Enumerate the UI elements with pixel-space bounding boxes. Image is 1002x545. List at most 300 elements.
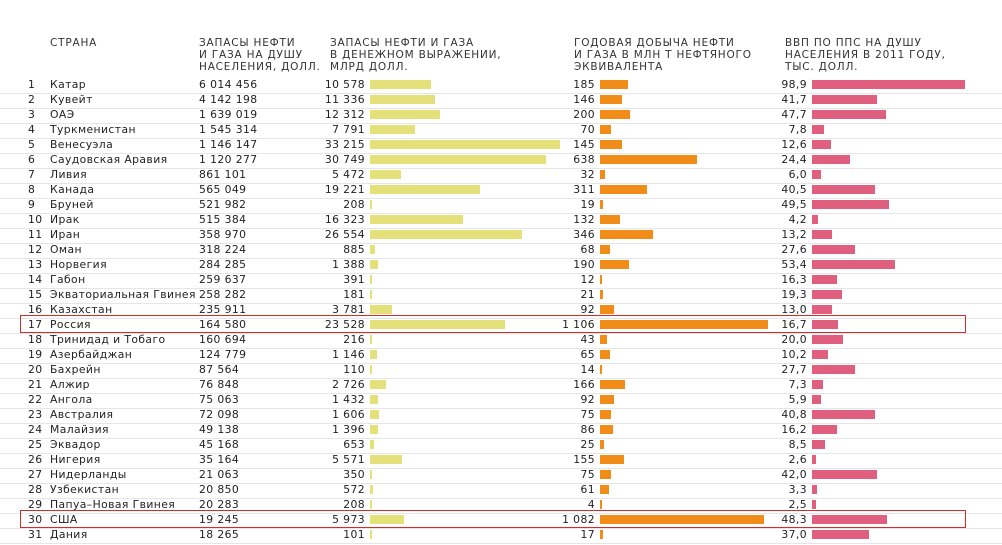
- row-reserves-per-capita: 235 911: [199, 303, 247, 316]
- reserves-bar: [370, 425, 378, 434]
- row-reserves-value: 885: [343, 243, 365, 256]
- row-reserves-value: 5 973: [332, 513, 365, 526]
- row-production-value: 638: [573, 153, 595, 166]
- table-row: [0, 228, 1002, 244]
- production-bar: [600, 500, 602, 509]
- row-reserves-per-capita: 521 982: [199, 198, 247, 211]
- production-bar: [600, 320, 768, 329]
- row-gdp-value: 19,3: [781, 288, 807, 301]
- row-production-value: 86: [580, 423, 595, 436]
- row-gdp-value: 16,2: [781, 423, 807, 436]
- reserves-bar: [370, 170, 401, 179]
- row-reserves-per-capita: 1 120 277: [199, 153, 258, 166]
- row-rank: 26: [28, 453, 43, 466]
- row-gdp-value: 40,8: [781, 408, 807, 421]
- row-rank: 3: [28, 108, 36, 121]
- row-reserves-value: 5 472: [332, 168, 365, 181]
- row-gdp-value: 7,8: [788, 123, 807, 136]
- row-country: Бруней: [50, 198, 94, 211]
- row-gdp-value: 2,6: [788, 453, 807, 466]
- row-rank: 6: [28, 153, 36, 166]
- table-row: [0, 288, 1002, 304]
- row-production-value: 14: [580, 363, 595, 376]
- table-row: [0, 333, 1002, 349]
- row-country: Кувейт: [50, 93, 93, 106]
- row-reserves-value: 110: [343, 363, 365, 376]
- row-rank: 12: [28, 243, 43, 256]
- reserves-bar: [370, 125, 415, 134]
- row-gdp-value: 8,5: [788, 438, 807, 451]
- row-gdp-value: 6,0: [788, 168, 807, 181]
- row-reserves-per-capita: 6 014 456: [199, 78, 258, 91]
- row-country: Венесуэла: [50, 138, 114, 151]
- gdp-bar: [812, 215, 818, 224]
- gdp-bar: [812, 500, 816, 509]
- row-reserves-per-capita: 4 142 198: [199, 93, 258, 106]
- row-reserves-value: 26 554: [324, 228, 365, 241]
- row-production-value: 132: [573, 213, 595, 226]
- reserves-bar: [370, 530, 372, 539]
- row-reserves-value: 7 791: [332, 123, 365, 136]
- row-gdp-value: 4,2: [788, 213, 807, 226]
- row-gdp-value: 37,0: [781, 528, 807, 541]
- row-production-value: 19: [580, 198, 595, 211]
- row-rank: 27: [28, 468, 43, 481]
- row-production-value: 200: [573, 108, 595, 121]
- row-gdp-value: 13,2: [781, 228, 807, 241]
- row-reserves-value: 1 396: [332, 423, 365, 436]
- row-country: ОАЭ: [50, 108, 75, 121]
- production-bar: [600, 365, 602, 374]
- row-production-value: 346: [573, 228, 595, 241]
- row-production-value: 70: [580, 123, 595, 136]
- production-bar: [600, 350, 610, 359]
- row-production-value: 92: [580, 393, 595, 406]
- row-reserves-per-capita: 45 168: [199, 438, 240, 451]
- gdp-bar: [812, 185, 875, 194]
- table-row: [0, 468, 1002, 484]
- row-gdp-value: 24,4: [781, 153, 807, 166]
- production-bar: [600, 275, 602, 284]
- row-rank: 19: [28, 348, 43, 361]
- row-gdp-value: 49,5: [781, 198, 807, 211]
- row-reserves-value: 391: [343, 273, 365, 286]
- row-reserves-per-capita: 124 779: [199, 348, 247, 361]
- row-country: Тринидад и Тобаго: [50, 333, 166, 346]
- row-country: Канада: [50, 183, 95, 196]
- row-production-value: 146: [573, 93, 595, 106]
- row-reserves-per-capita: 19 245: [199, 513, 240, 526]
- row-country: Алжир: [50, 378, 90, 391]
- row-rank: 22: [28, 393, 43, 406]
- row-production-value: 61: [580, 483, 595, 496]
- row-country: Азербайджан: [50, 348, 133, 361]
- gdp-bar: [812, 275, 837, 284]
- table-row: [0, 318, 1002, 334]
- table-row: [0, 528, 1002, 544]
- reserves-bar: [370, 260, 378, 269]
- row-production-value: 25: [580, 438, 595, 451]
- production-bar: [600, 260, 629, 269]
- row-rank: 4: [28, 123, 36, 136]
- production-bar: [600, 470, 611, 479]
- gdp-bar: [812, 110, 886, 119]
- gdp-bar: [812, 305, 832, 314]
- row-reserves-per-capita: 318 224: [199, 243, 247, 256]
- row-reserves-value: 1 606: [332, 408, 365, 421]
- row-production-value: 185: [573, 78, 595, 91]
- row-reserves-per-capita: 284 285: [199, 258, 247, 271]
- production-bar: [600, 200, 603, 209]
- table-row: [0, 123, 1002, 139]
- row-reserves-per-capita: 49 138: [199, 423, 240, 436]
- production-bar: [600, 80, 628, 89]
- row-gdp-value: 13,0: [781, 303, 807, 316]
- row-production-value: 75: [580, 408, 595, 421]
- table-row: [0, 393, 1002, 409]
- production-bar: [600, 455, 624, 464]
- row-reserves-value: 12 312: [324, 108, 365, 121]
- row-reserves-per-capita: 861 101: [199, 168, 247, 181]
- row-gdp-value: 47,7: [781, 108, 807, 121]
- row-gdp-value: 27,6: [781, 243, 807, 256]
- row-rank: 17: [28, 318, 43, 331]
- production-bar: [600, 305, 614, 314]
- header-production: ГОДОВАЯ ДОБЫЧА НЕФТИ И ГАЗА В МЛН Т НЕФТЯНОГО ЭКВИВАЛЕНТА: [574, 37, 752, 73]
- production-bar: [600, 245, 610, 254]
- production-bar: [600, 335, 607, 344]
- row-production-value: 155: [573, 453, 595, 466]
- production-bar: [600, 155, 697, 164]
- row-reserves-value: 216: [343, 333, 365, 346]
- reserves-bar: [370, 350, 377, 359]
- row-reserves-per-capita: 20 850: [199, 483, 240, 496]
- gdp-bar: [812, 155, 850, 164]
- reserves-bar: [370, 470, 372, 479]
- production-bar: [600, 440, 604, 449]
- gdp-bar: [812, 530, 869, 539]
- table-row: [0, 453, 1002, 469]
- row-rank: 30: [28, 513, 43, 526]
- reserves-bar: [370, 320, 505, 329]
- gdp-bar: [812, 365, 855, 374]
- row-rank: 21: [28, 378, 43, 391]
- table-row: [0, 378, 1002, 394]
- reserves-bar: [370, 200, 372, 209]
- table-body: [0, 78, 1002, 545]
- header-reserves-per-capita: ЗАПАСЫ НЕФТИ И ГАЗА НА ДУШУ НАСЕЛЕНИЯ, ДОЛЛ.: [199, 37, 321, 73]
- row-country: Дания: [50, 528, 88, 541]
- row-gdp-value: 7,3: [788, 378, 807, 391]
- gdp-bar: [812, 95, 877, 104]
- row-rank: 24: [28, 423, 43, 436]
- row-country: Катар: [50, 78, 87, 91]
- row-reserves-per-capita: 565 049: [199, 183, 247, 196]
- reserves-bar: [370, 185, 480, 194]
- row-reserves-per-capita: 258 282: [199, 288, 247, 301]
- row-rank: 5: [28, 138, 36, 151]
- row-country: Ангола: [50, 393, 93, 406]
- production-bar: [600, 410, 611, 419]
- row-rank: 28: [28, 483, 43, 496]
- production-bar: [600, 110, 630, 119]
- row-reserves-per-capita: 515 384: [199, 213, 247, 226]
- production-bar: [600, 140, 622, 149]
- row-reserves-value: 10 578: [324, 78, 365, 91]
- row-country: Туркменистан: [50, 123, 136, 136]
- row-reserves-per-capita: 76 848: [199, 378, 240, 391]
- row-production-value: 166: [573, 378, 595, 391]
- row-gdp-value: 40,5: [781, 183, 807, 196]
- production-bar: [600, 95, 622, 104]
- reserves-bar: [370, 410, 379, 419]
- row-rank: 31: [28, 528, 43, 541]
- reserves-bar: [370, 500, 372, 509]
- header-reserves-value: ЗАПАСЫ НЕФТИ И ГАЗА В ДЕНЕЖНОМ ВЫРАЖЕНИИ, МЛРД ДОЛЛ.: [330, 37, 502, 73]
- gdp-bar: [812, 470, 877, 479]
- row-production-value: 65: [580, 348, 595, 361]
- gdp-bar: [812, 245, 855, 254]
- row-reserves-value: 11 336: [324, 93, 365, 106]
- row-reserves-per-capita: 160 694: [199, 333, 247, 346]
- row-rank: 25: [28, 438, 43, 451]
- row-gdp-value: 20,0: [781, 333, 807, 346]
- table-row: [0, 138, 1002, 154]
- row-reserves-value: 1 432: [332, 393, 365, 406]
- reserves-bar: [370, 215, 463, 224]
- row-reserves-value: 2 726: [332, 378, 365, 391]
- reserves-bar: [370, 305, 392, 314]
- table-row: [0, 303, 1002, 319]
- row-reserves-per-capita: 18 265: [199, 528, 240, 541]
- row-country: Папуа–Новая Гвинея: [50, 498, 176, 511]
- gdp-bar: [812, 260, 895, 269]
- row-production-value: 92: [580, 303, 595, 316]
- table-row: [0, 183, 1002, 199]
- row-country: Узбекистан: [50, 483, 120, 496]
- row-gdp-value: 27,7: [781, 363, 807, 376]
- gdp-bar: [812, 335, 843, 344]
- row-reserves-per-capita: 1 639 019: [199, 108, 258, 121]
- row-country: Казахстан: [50, 303, 113, 316]
- row-rank: 13: [28, 258, 43, 271]
- reserves-bar: [370, 485, 373, 494]
- reserves-bar: [370, 440, 374, 449]
- row-country: Иран: [50, 228, 81, 241]
- table-row: [0, 483, 1002, 499]
- reserves-bar: [370, 335, 372, 344]
- row-rank: 10: [28, 213, 43, 226]
- gdp-bar: [812, 140, 831, 149]
- row-country: Габон: [50, 273, 86, 286]
- row-gdp-value: 98,9: [781, 78, 807, 91]
- table-row: [0, 273, 1002, 289]
- row-production-value: 12: [580, 273, 595, 286]
- row-reserves-value: 653: [343, 438, 365, 451]
- table-row: [0, 243, 1002, 259]
- row-rank: 18: [28, 333, 43, 346]
- table-row: [0, 213, 1002, 229]
- row-reserves-per-capita: 1 545 314: [199, 123, 258, 136]
- row-reserves-per-capita: 164 580: [199, 318, 247, 331]
- row-production-value: 68: [580, 243, 595, 256]
- production-bar: [600, 425, 613, 434]
- row-country: Россия: [50, 318, 91, 331]
- row-reserves-value: 181: [343, 288, 365, 301]
- row-gdp-value: 3,3: [788, 483, 807, 496]
- reserves-bar: [370, 455, 402, 464]
- row-reserves-per-capita: 75 063: [199, 393, 240, 406]
- row-rank: 8: [28, 183, 36, 196]
- row-rank: 15: [28, 288, 43, 301]
- row-rank: 23: [28, 408, 43, 421]
- row-country: Эквадор: [50, 438, 101, 451]
- row-reserves-value: 101: [343, 528, 365, 541]
- table-row: [0, 363, 1002, 379]
- row-reserves-per-capita: 21 063: [199, 468, 240, 481]
- row-production-value: 21: [580, 288, 595, 301]
- row-rank: 1: [28, 78, 36, 91]
- row-rank: 9: [28, 198, 36, 211]
- row-rank: 14: [28, 273, 43, 286]
- gdp-bar: [812, 80, 965, 89]
- row-production-value: 145: [573, 138, 595, 151]
- production-bar: [600, 290, 603, 299]
- table-header: [0, 0, 1002, 80]
- row-country: Норвегия: [50, 258, 107, 271]
- production-bar: [600, 395, 614, 404]
- row-reserves-value: 1 146: [332, 348, 365, 361]
- production-bar: [600, 170, 605, 179]
- reserves-bar: [370, 80, 431, 89]
- reserves-bar: [370, 395, 378, 404]
- reserves-bar: [370, 110, 440, 119]
- row-gdp-value: 12,6: [781, 138, 807, 151]
- row-production-value: 32: [580, 168, 595, 181]
- row-country: Саудовская Аравия: [50, 153, 168, 166]
- production-bar: [600, 530, 603, 539]
- gdp-bar: [812, 455, 816, 464]
- table-row: [0, 108, 1002, 124]
- row-reserves-value: 5 571: [332, 453, 365, 466]
- row-gdp-value: 16,3: [781, 273, 807, 286]
- gdp-bar: [812, 515, 887, 524]
- row-reserves-value: 1 388: [332, 258, 365, 271]
- header-gdp: ВВП ПО ППС НА ДУШУ НАСЕЛЕНИЯ В 2011 ГОДУ, ТЫС. ДОЛЛ.: [785, 37, 946, 73]
- gdp-bar: [812, 200, 889, 209]
- gdp-bar: [812, 230, 832, 239]
- row-country: Ливия: [50, 168, 88, 181]
- row-reserves-value: 19 221: [324, 183, 365, 196]
- row-country: Ирак: [50, 213, 80, 226]
- row-country: США: [50, 513, 78, 526]
- row-production-value: 1 106: [562, 318, 595, 331]
- table-row: [0, 498, 1002, 514]
- production-bar: [600, 380, 625, 389]
- row-rank: 2: [28, 93, 36, 106]
- row-reserves-per-capita: 72 098: [199, 408, 240, 421]
- row-gdp-value: 16,7: [781, 318, 807, 331]
- row-production-value: 17: [580, 528, 595, 541]
- table-row: [0, 93, 1002, 109]
- gdp-bar: [812, 170, 821, 179]
- reserves-bar: [370, 380, 386, 389]
- row-rank: 20: [28, 363, 43, 376]
- gdp-bar: [812, 350, 828, 359]
- reserves-bar: [370, 365, 372, 374]
- row-country: Австралия: [50, 408, 114, 421]
- row-production-value: 1 082: [562, 513, 595, 526]
- reserves-bar: [370, 95, 435, 104]
- production-bar: [600, 125, 611, 134]
- row-reserves-value: 33 215: [324, 138, 365, 151]
- gdp-bar: [812, 485, 817, 494]
- row-gdp-value: 48,3: [781, 513, 807, 526]
- row-reserves-per-capita: 358 970: [199, 228, 247, 241]
- row-gdp-value: 2,5: [788, 498, 807, 511]
- row-reserves-value: 208: [343, 198, 365, 211]
- row-reserves-value: 30 749: [324, 153, 365, 166]
- row-rank: 29: [28, 498, 43, 511]
- table-row: [0, 198, 1002, 214]
- table-row: [0, 153, 1002, 169]
- row-production-value: 75: [580, 468, 595, 481]
- row-reserves-per-capita: 87 564: [199, 363, 240, 376]
- row-gdp-value: 53,4: [781, 258, 807, 271]
- production-bar: [600, 230, 653, 239]
- gdp-bar: [812, 125, 824, 134]
- row-production-value: 190: [573, 258, 595, 271]
- gdp-bar: [812, 410, 875, 419]
- row-country: Бахрейн: [50, 363, 101, 376]
- row-production-value: 311: [573, 183, 595, 196]
- row-rank: 16: [28, 303, 43, 316]
- production-bar: [600, 185, 647, 194]
- reserves-bar: [370, 245, 375, 254]
- row-country: Нигерия: [50, 453, 101, 466]
- row-reserves-value: 572: [343, 483, 365, 496]
- gdp-bar: [812, 380, 823, 389]
- header-country: СТРАНА: [50, 37, 98, 49]
- production-bar: [600, 215, 620, 224]
- reserves-bar: [370, 155, 546, 164]
- row-reserves-value: 16 323: [324, 213, 365, 226]
- row-reserves-per-capita: 35 164: [199, 453, 240, 466]
- row-gdp-value: 41,7: [781, 93, 807, 106]
- reserves-bar: [370, 230, 522, 239]
- row-gdp-value: 10,2: [781, 348, 807, 361]
- gdp-bar: [812, 290, 842, 299]
- row-reserves-per-capita: 20 283: [199, 498, 240, 511]
- gdp-bar: [812, 320, 838, 329]
- table-row: [0, 513, 1002, 529]
- table-row: [0, 258, 1002, 274]
- row-reserves-value: 350: [343, 468, 365, 481]
- table-row: [0, 348, 1002, 364]
- row-rank: 7: [28, 168, 36, 181]
- row-reserves-value: 23 528: [324, 318, 365, 331]
- gdp-bar: [812, 440, 825, 449]
- reserves-bar: [370, 515, 404, 524]
- reserves-bar: [370, 290, 372, 299]
- row-rank: 11: [28, 228, 43, 241]
- production-bar: [600, 485, 609, 494]
- row-reserves-per-capita: 259 637: [199, 273, 247, 286]
- row-reserves-value: 3 781: [332, 303, 365, 316]
- table-row: [0, 168, 1002, 184]
- row-country: Оман: [50, 243, 82, 256]
- gdp-bar: [812, 425, 837, 434]
